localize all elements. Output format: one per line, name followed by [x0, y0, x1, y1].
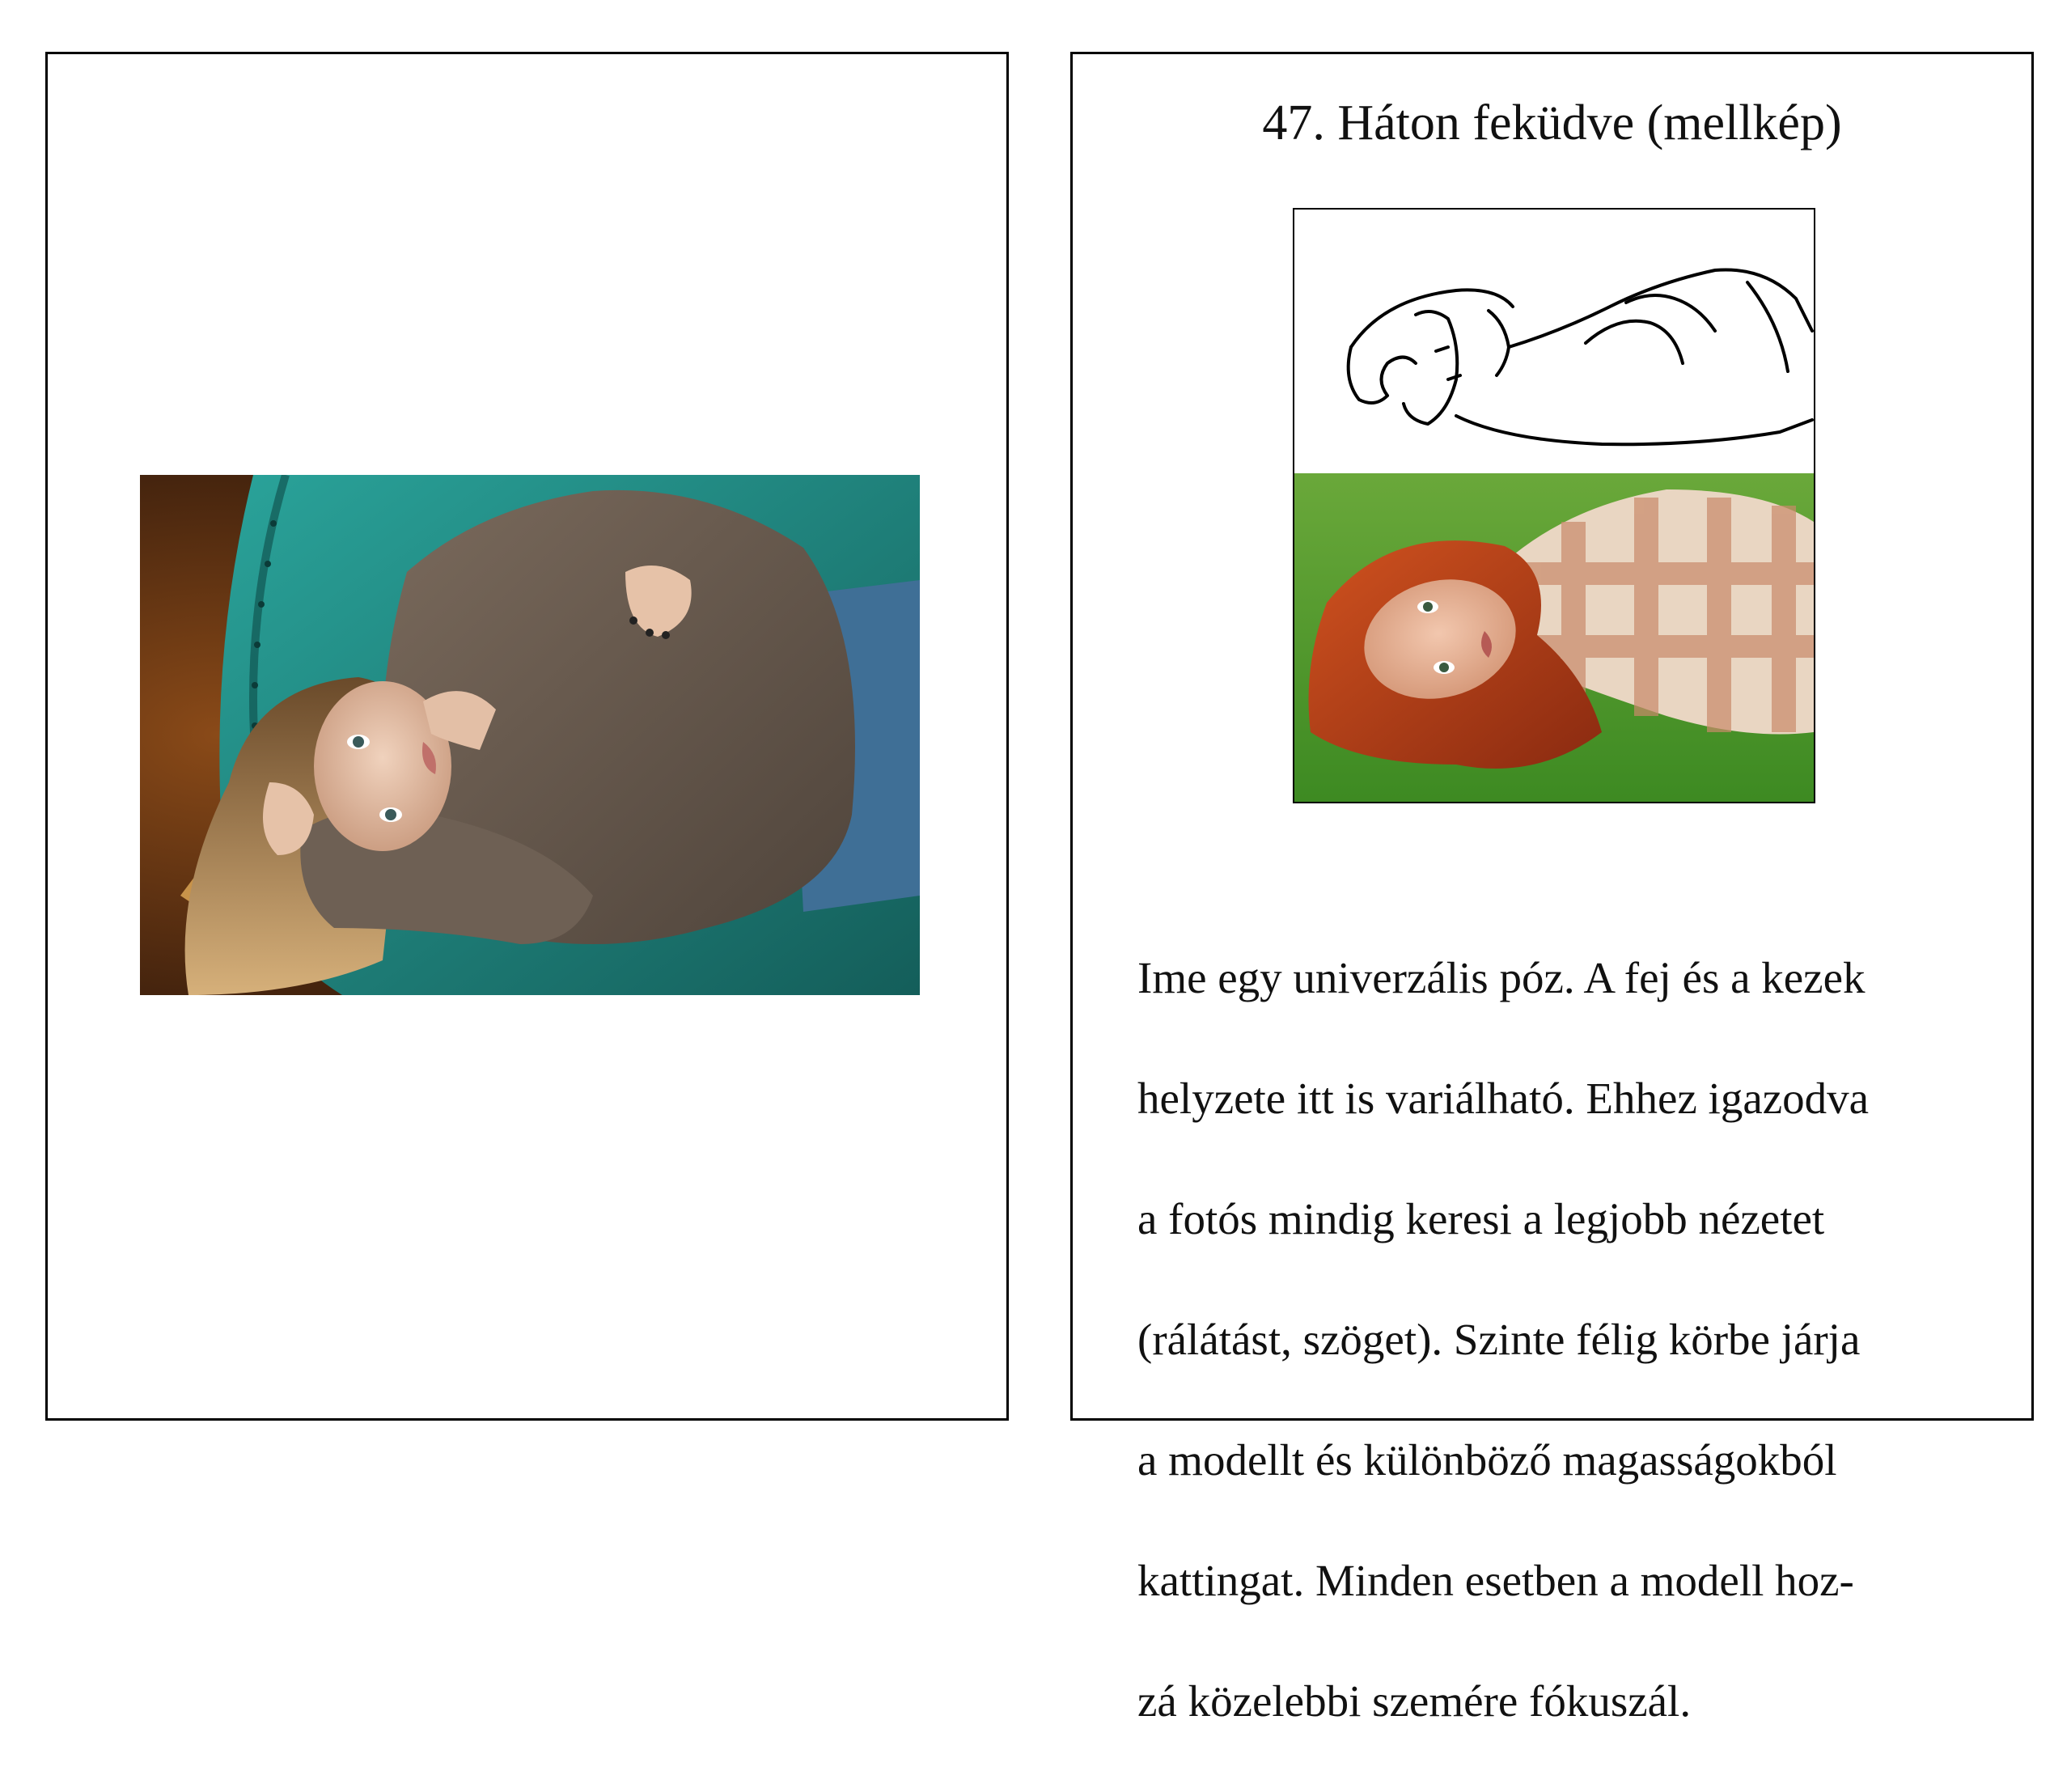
line-drawing-reclining-woman [1294, 210, 1814, 473]
body-line: a modellt és különböző magasságokból [1137, 1434, 1837, 1485]
photo-woman-on-sofa [140, 475, 920, 995]
left-page [45, 52, 1009, 1421]
body-text [1137, 888, 1979, 1792]
right-page [1070, 52, 2034, 1726]
body-line: kattingat. Minden esetben a modell hoz- [1137, 1555, 1854, 1605]
body-line: a fotós mindig keresi a legjobb nézetet [1137, 1193, 1825, 1243]
body-line: Ime egy univerzális póz. A fej és a kezek [1137, 952, 1866, 1002]
pose-figure [1293, 208, 1815, 803]
body-line: zá közelebbi szemére fókuszál. [1137, 1675, 1692, 1726]
body-line: (rálátást, szöget). Szinte félig körbe járja [1137, 1314, 1861, 1364]
page-title: 47. Háton feküdve (mellkép) [1262, 95, 1842, 150]
body-line: helyzete itt is variálható. Ehhez igazodva [1137, 1073, 1870, 1123]
photo-redhead-on-grass [1294, 473, 1814, 802]
